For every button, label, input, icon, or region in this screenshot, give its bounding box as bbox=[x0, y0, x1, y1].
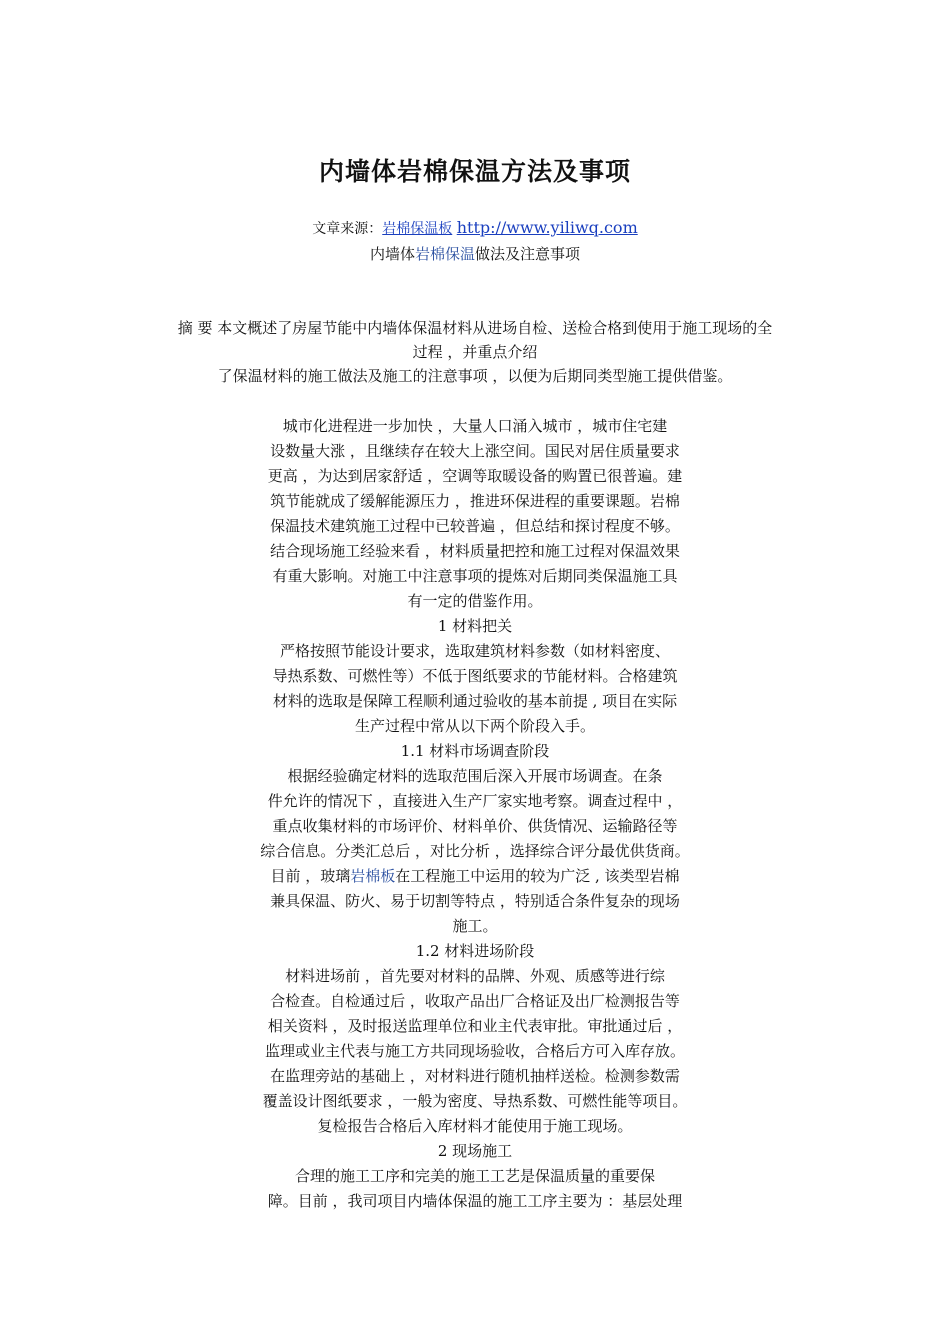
document-subtitle bbox=[0, 243, 950, 264]
section-heading-2: 2 现场施工 bbox=[437, 1142, 513, 1160]
source-url-link[interactable]: http://www.yiliwq.com bbox=[456, 218, 638, 237]
paragraph-line: 相关资料 ，及时报送监理单位和业主代表审批。审批通过后 ， bbox=[267, 1017, 683, 1035]
paragraph-line: 根据经验确定材料的选取范围后深入开展市场调查。在条 bbox=[287, 767, 663, 785]
abstract-line: 了保温材料的施工做法及施工的注意事项 ，以便为后期同类型施工提供借鉴。 bbox=[217, 367, 733, 385]
subtitle-post: 做法及注意事项 bbox=[475, 245, 581, 263]
paragraph-line: 材料进场前 ，首先要对材料的品牌、外观、质感等进行综 bbox=[285, 967, 665, 985]
text-span: 目前 ，玻璃 bbox=[270, 867, 351, 885]
abstract-line: 过程 ，并重点介绍 bbox=[412, 343, 538, 361]
rock-wool-board-link[interactable]: 岩棉板 bbox=[350, 867, 396, 885]
subtitle-pre: 内墙体 bbox=[369, 245, 415, 263]
source-link[interactable]: 岩棉保温板 bbox=[382, 221, 453, 237]
paragraph-line: 材料的选取是保障工程顺利通过验收的基本前提 , 项目在实际 bbox=[272, 692, 678, 710]
paragraph-line: 复检报告合格后入库材料才能使用于施工现场。 bbox=[317, 1117, 633, 1135]
section-heading-1-1: 1.1 材料市场调查阶段 bbox=[400, 742, 550, 760]
paragraph-line: 重点收集材料的市场评价、材料单价、供货情况、运输路径等 bbox=[272, 817, 678, 835]
paragraph-line: 件允许的情况下 ，直接进入生产厂家实地考察。调查过程中 ， bbox=[267, 792, 683, 810]
article-source bbox=[0, 218, 950, 238]
abstract bbox=[130, 316, 820, 388]
paragraph-line: 结合现场施工经验来看 ，材料质量把控和施工过程对保温效果 bbox=[270, 542, 680, 560]
paragraph-line: 兼具保温、防火、易于切割等特点 ，特别适合条件复杂的现场 bbox=[270, 892, 680, 910]
paragraph-line: 监理或业主代表与施工方共同现场验收，合格后方可入库存放。 bbox=[264, 1042, 685, 1060]
paragraph-line: 有重大影响。对施工中注意事项的提炼对后期同类保温施工具 bbox=[272, 567, 678, 585]
article-body bbox=[225, 414, 725, 1214]
abstract-line: 摘 要 本文概述了房屋节能中内墙体保温材料从进场自检、送检合格到使用于施工现场的全 bbox=[177, 319, 773, 337]
paragraph-line: 覆盖设计图纸要求 ，一般为密度、导热系数、可燃性能等项目。 bbox=[262, 1092, 688, 1110]
paragraph-line: 综合信息。分类汇总后 ，对比分析 ，选择综合评分最优供货商。 bbox=[260, 842, 690, 860]
paragraph-line: 设数量大涨 ，且继续存在较大上涨空间。国民对居住质量要求 bbox=[270, 442, 680, 460]
paragraph-line: 障。目前 ，我司项目内墙体保温的施工工序主要为 ：基层处理 bbox=[267, 1192, 683, 1210]
section-heading-1: 1 材料把关 bbox=[437, 617, 513, 635]
paragraph-line: 合理的施工工序和完美的施工工艺是保温质量的重要保 bbox=[294, 1167, 655, 1185]
paragraph-line: 导热系数、可燃性等）不低于图纸要求的节能材料。合格建筑 bbox=[272, 667, 678, 685]
subtitle-link[interactable]: 岩棉保温 bbox=[414, 245, 475, 263]
source-label: 文章来源： bbox=[312, 221, 383, 237]
paragraph-line bbox=[225, 864, 725, 889]
paragraph-line: 保温技术建筑施工过程中已较普遍 ，但总结和探讨程度不够。 bbox=[270, 517, 680, 535]
paragraph-line: 有一定的借鉴作用。 bbox=[407, 592, 543, 610]
paragraph-line: 严格按照节能设计要求，选取建筑材料参数（如材料密度、 bbox=[279, 642, 670, 660]
paragraph-line: 合检查。自检通过后 ，收取产品出厂合格证及出厂检测报告等 bbox=[270, 992, 680, 1010]
text-span: 在工程施工中运用的较为广泛 , 该类型岩棉 bbox=[395, 867, 680, 885]
paragraph-line: 城市化进程进一步加快 ，大量人口涌入城市 ，城市住宅建 bbox=[282, 417, 668, 435]
paragraph-line: 在监理旁站的基础上 ，对材料进行随机抽样送检。检测参数需 bbox=[270, 1067, 680, 1085]
paragraph-line: 筑节能就成了缓解能源压力 ，推进环保进程的重要课题。岩棉 bbox=[270, 492, 680, 510]
section-heading-1-2: 1.2 材料进场阶段 bbox=[415, 942, 535, 960]
paragraph-line: 生产过程中常从以下两个阶段入手。 bbox=[354, 717, 595, 735]
document-title: 内墙体岩棉保温方法及事项 bbox=[318, 157, 631, 186]
paragraph-line: 更高 ，为达到居家舒适 ，空调等取暖设备的购置已很普遍。建 bbox=[267, 467, 683, 485]
paragraph-line: 施工。 bbox=[452, 917, 498, 935]
